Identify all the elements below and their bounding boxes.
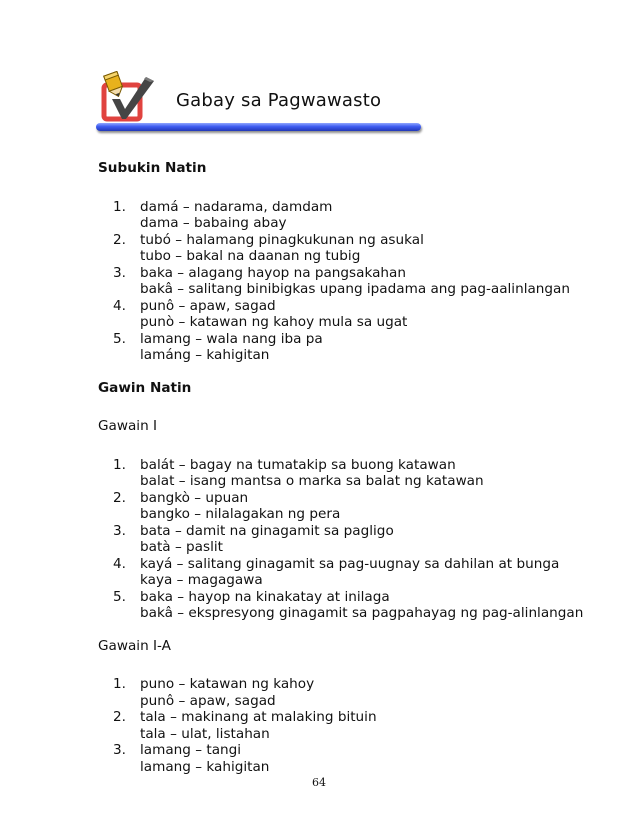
list-item (113, 330, 598, 364)
header-title: Gabay sa Pagwawasto (176, 90, 382, 111)
item-number: 1. (113, 676, 126, 692)
gawain-i-a-list (98, 676, 598, 775)
item-number: 4. (113, 297, 126, 314)
item-line: damá – nadarama, damdam (140, 198, 333, 215)
item-line: balát – bagay na tumatakip sa buong katawan (140, 456, 456, 473)
answer-key-content (98, 160, 598, 775)
list-item (113, 264, 598, 298)
header-divider-bar (96, 123, 421, 131)
item-line: bakâ – ekspresyong ginagamit sa pagpahayag ng pag-alinlangan (140, 605, 584, 621)
list-item (113, 588, 598, 622)
item-number: 3. (113, 522, 126, 539)
item-line: bangkò – upuan (140, 489, 249, 506)
item-line: batà – paslit (140, 539, 223, 555)
item-line: tubo – bakal na daanan ng tubig (140, 248, 361, 264)
item-number: 1. (113, 456, 126, 473)
list-item (113, 231, 598, 265)
item-line: tala – ulat, listahan (140, 725, 270, 742)
subukin-natin-list (98, 199, 598, 364)
list-item (113, 709, 598, 742)
list-item (113, 555, 598, 589)
item-line: puno – katawan ng kahoy (140, 676, 315, 692)
list-item (113, 198, 598, 232)
item-line: punô – apaw, sagad (140, 297, 276, 314)
list-item (113, 742, 598, 775)
item-line: bakâ – salitang binibigkas upang ipadama ang pag-aalinlangan (140, 281, 570, 297)
item-line: lamang – tangi (140, 742, 242, 758)
item-number: 3. (113, 742, 126, 758)
item-line: baka – alagang hayop na pangsakahan (140, 264, 406, 281)
item-line: balat – isang mantsa o marka sa balat ng katawan (140, 473, 484, 489)
item-line: baka – hayop na kinakatay at inilaga (140, 588, 390, 605)
item-line: punô – apaw, sagad (140, 692, 276, 709)
item-number: 3. (113, 264, 126, 281)
item-number: 5. (113, 330, 126, 347)
list-item (113, 297, 598, 331)
subsection-title-gawain-i-a: Gawain I-A (98, 637, 171, 654)
page-number: 64 (312, 776, 326, 789)
item-line: lamáng – kahigitan (140, 347, 270, 363)
list-item (113, 489, 598, 523)
item-line: tubó – halamang pinagkukunan ng asukal (140, 231, 424, 248)
item-line: kaya – magagawa (140, 572, 263, 588)
item-number: 5. (113, 588, 126, 605)
item-line: tala – makinang at malaking bituin (140, 709, 377, 725)
item-number: 2. (113, 489, 126, 506)
list-item (113, 456, 598, 490)
section-title-subukin-natin: Subukin Natin (98, 160, 207, 176)
checkbox-with-pencil-icon (100, 71, 156, 125)
item-number: 4. (113, 555, 126, 572)
item-line: punò – katawan ng kahoy mula sa ugat (140, 314, 408, 330)
page-header (96, 68, 426, 134)
item-line: bata – damit na ginagamit sa pagligo (140, 522, 394, 539)
item-number: 2. (113, 231, 126, 248)
section-title-gawin-natin: Gawin Natin (98, 379, 192, 396)
list-item (113, 676, 598, 709)
item-line: lamang – kahigitan (140, 758, 270, 775)
item-line: lamang – wala nang iba pa (140, 330, 323, 347)
item-number: 2. (113, 709, 126, 725)
list-item (113, 522, 598, 556)
item-line: bangko – nilalagakan ng pera (140, 506, 341, 522)
item-line: dama – babaing abay (140, 215, 287, 231)
gawain-i-list (98, 457, 598, 622)
item-number: 1. (113, 198, 126, 215)
item-line: kayá – salitang ginagamit sa pag-uugnay sa dahilan at bunga (140, 555, 560, 572)
subsection-title-gawain-i: Gawain I (98, 418, 158, 434)
